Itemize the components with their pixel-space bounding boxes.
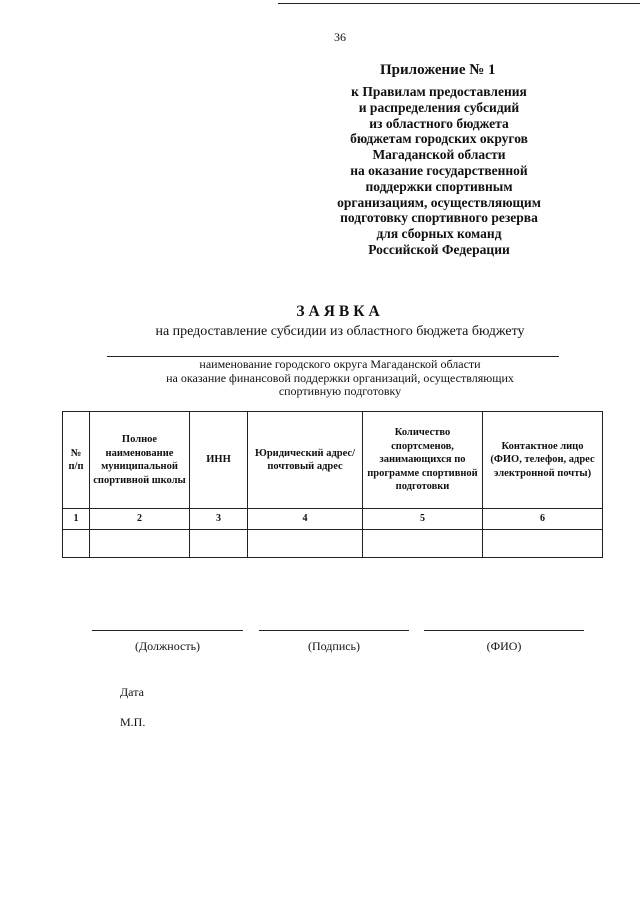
appendix-line: из областного бюджета	[369, 115, 509, 131]
appendix-line: и распределения субсидий	[358, 99, 520, 115]
table-empty-row	[63, 530, 603, 558]
name-line	[424, 630, 584, 631]
signature-line	[259, 630, 409, 631]
header-cell-address: Юридический адрес/ почтовый адрес	[248, 412, 363, 509]
caption-line: на оказание финансовой поддержки организаций, осуществляющих	[166, 370, 514, 385]
document-subtitle: на предоставление субсидии из областного бюджета бюджету	[155, 324, 525, 339]
empty-cell	[190, 530, 248, 558]
page-number: 36	[334, 30, 346, 44]
application-table	[62, 411, 603, 558]
position-label: (Должность)	[134, 639, 201, 653]
appendix-text	[288, 84, 590, 258]
date-label: Дата	[120, 685, 144, 699]
table-header-row	[63, 412, 603, 509]
column-number: 5	[363, 509, 483, 530]
document-heading: ЗАЯВКА	[296, 303, 384, 320]
empty-cell	[363, 530, 483, 558]
header-cell-inn: ИНН	[190, 412, 248, 509]
empty-cell	[90, 530, 190, 558]
header-cell-number: № п/п	[63, 412, 90, 509]
empty-cell	[483, 530, 603, 558]
column-number: 6	[483, 509, 603, 530]
appendix-line: подготовку спортивного резерва	[340, 210, 538, 226]
header-cell-contact: Контактное лицо (ФИО, телефон, адрес электронной почты)	[483, 412, 603, 509]
column-number: 3	[190, 509, 248, 530]
top-rule	[278, 3, 640, 4]
appendix-line: организациям, осуществляющим	[337, 194, 541, 210]
stamp-label: М.П.	[120, 715, 146, 729]
column-number: 1	[63, 509, 90, 530]
municipality-caption	[0, 358, 640, 399]
appendix-line: бюджетам городских округов	[350, 131, 528, 147]
name-label: (ФИО)	[486, 639, 522, 653]
header-cell-school-name: Полное наименование муниципальной спортивной школы	[90, 412, 190, 509]
appendix-line: Российской Федерации	[368, 241, 510, 257]
caption-line: спортивную подготовку	[278, 384, 402, 398]
appendix-line: к Правилам предоставления	[351, 84, 527, 99]
appendix-line: Магаданской области	[372, 147, 506, 163]
empty-cell	[63, 530, 90, 558]
appendix-line: поддержки спортивным	[365, 178, 513, 194]
empty-cell	[248, 530, 363, 558]
column-number: 4	[248, 509, 363, 530]
signature-label: (Подпись)	[307, 639, 361, 653]
column-number: 2	[90, 509, 190, 530]
caption-line: наименование городского округа Магаданской области	[199, 357, 481, 371]
header-cell-athlete-count: Количество спортсменов, занимающихся по программе спортивной подготовки	[363, 412, 483, 509]
table-number-row	[63, 509, 603, 530]
position-line	[92, 630, 243, 631]
appendix-line: на оказание государственной	[350, 162, 528, 178]
appendix-title: Приложение № 1	[380, 62, 496, 78]
appendix-line: для сборных команд	[376, 226, 502, 242]
